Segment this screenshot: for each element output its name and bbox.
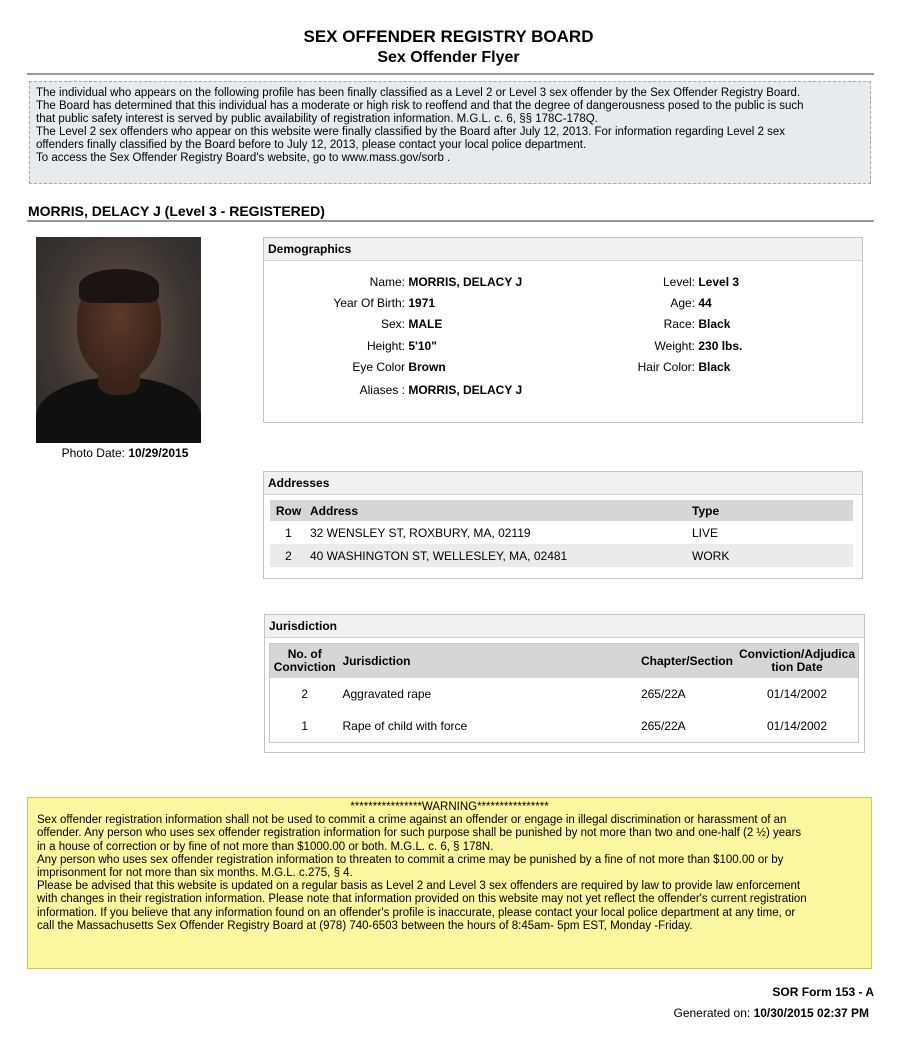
jurisdiction-header: Jurisdiction bbox=[265, 615, 864, 638]
demo-value: Black bbox=[698, 360, 731, 374]
photo-hair bbox=[79, 269, 159, 303]
demographics-header: Demographics bbox=[264, 238, 862, 261]
demo-value: Brown bbox=[408, 360, 446, 374]
table-row bbox=[270, 544, 853, 567]
demo-value: 1971 bbox=[408, 296, 436, 310]
demo-aliases bbox=[264, 383, 522, 397]
jurisdiction-table bbox=[269, 643, 859, 743]
address-row-num: 1 bbox=[285, 525, 292, 540]
demo-label: Hair Color: bbox=[637, 360, 695, 374]
address-row-num: 2 bbox=[285, 548, 292, 563]
col-chapter-section: Chapter/Section bbox=[638, 644, 736, 678]
warning-line: call the Massachusetts Sex Offender Registry Board at (978) 740-6503 between the hours of 8:45am- 5pm EST, Monday -Friday. bbox=[37, 919, 693, 932]
conviction-date: 01/14/2002 bbox=[766, 687, 828, 701]
generated-on bbox=[0, 1006, 869, 1020]
demo-value: MORRIS, DELACY J bbox=[408, 275, 523, 289]
demo-value: 230 lbs. bbox=[698, 339, 743, 353]
table-header-row bbox=[270, 500, 853, 521]
demographics-panel bbox=[263, 237, 863, 423]
conviction-chapter: 265/22A bbox=[640, 687, 686, 701]
page-subtitle: Sex Offender Flyer bbox=[377, 49, 520, 66]
jurisdiction-panel bbox=[264, 614, 865, 753]
warning-line: imprisonment for not more than six months. M.G.L. c.275, § 4. bbox=[37, 867, 353, 880]
demo-label: Height: bbox=[366, 339, 405, 353]
address-value: 32 WENSLEY ST, ROXBURY, MA, 02119 bbox=[310, 525, 531, 540]
demo-label: Level: bbox=[662, 275, 695, 289]
photo-date bbox=[36, 446, 214, 460]
col-conviction-date bbox=[736, 644, 859, 678]
address-type: WORK bbox=[692, 548, 730, 563]
table-row bbox=[270, 521, 853, 544]
warning-line: offender. Any person who uses sex offender registration information for such purpose shall be punished by not more than two and one-half (2 ½) years bbox=[37, 827, 802, 840]
demo-label: Weight: bbox=[654, 339, 695, 353]
demo-label: Name: bbox=[369, 275, 405, 289]
notice-line: The Level 2 sex offenders who appear on this website were finally classified by the Board after July 12, 2013. For information regarding Level 2 sex bbox=[36, 126, 785, 138]
demo-label: Race: bbox=[663, 317, 695, 331]
warning-box bbox=[27, 797, 872, 969]
demo-value: Black bbox=[698, 317, 731, 331]
warning-line: with changes in their registration information. Please note that information provided on this website may not yet reflect the offender's current registration bbox=[37, 893, 807, 906]
demo-weight bbox=[264, 339, 742, 353]
col-type: Type bbox=[689, 500, 853, 521]
page-title: SEX OFFENDER REGISTRY BOARD bbox=[303, 27, 594, 46]
col-row: Row bbox=[270, 500, 307, 521]
demo-age bbox=[264, 296, 712, 310]
conviction-date: 01/14/2002 bbox=[766, 719, 828, 734]
header-divider bbox=[27, 73, 874, 75]
addresses-panel bbox=[263, 471, 863, 579]
demo-value: MORRIS, DELACY J bbox=[408, 383, 523, 397]
demo-value: Level 3 bbox=[698, 275, 740, 289]
demo-value: MALE bbox=[408, 317, 443, 331]
form-id: SOR Form 153 - A bbox=[772, 985, 874, 999]
addresses-table bbox=[270, 500, 853, 567]
demo-label: Age: bbox=[670, 296, 695, 310]
demo-label: Eye Color bbox=[352, 360, 405, 374]
photo-date-value: 10/29/2015 bbox=[128, 446, 189, 460]
generated-label: Generated on: bbox=[673, 1006, 751, 1020]
notice-line: that public safety interest is served by public availability of registration information. M.G.L. c. 6, §§ 178C-178Q. bbox=[36, 113, 598, 125]
demo-value: 5'10" bbox=[408, 339, 437, 353]
col-conviction-date-line1: Conviction/Adjudica bbox=[738, 646, 855, 661]
table-row bbox=[270, 678, 859, 711]
col-conviction-count-line2: Conviction bbox=[273, 659, 336, 674]
classification-notice bbox=[29, 81, 871, 184]
notice-line: The individual who appears on the following profile has been finally classified as a Level 2 or Level 3 sex offender by the Sex Offender Registry Board. bbox=[36, 87, 801, 99]
demo-value: 44 bbox=[698, 296, 712, 310]
conviction-count: 1 bbox=[301, 719, 309, 734]
demo-label: Year Of Birth: bbox=[333, 296, 405, 310]
col-conviction-count-line1: No. of bbox=[287, 646, 322, 661]
conviction-jurisdiction: Rape of child with force bbox=[342, 719, 468, 734]
offender-heading: MORRIS, DELACY J (Level 3 - REGISTERED) bbox=[28, 203, 325, 219]
warning-title: ****************WARNING**************** bbox=[350, 801, 549, 813]
col-address: Address bbox=[307, 500, 689, 521]
demo-race bbox=[264, 317, 730, 331]
table-header-row bbox=[270, 644, 859, 678]
conviction-jurisdiction: Aggravated rape bbox=[342, 687, 432, 701]
notice-line: The Board has determined that this individual has a moderate or high risk to reoffend and that the degree of dangerousness posed to the public is such bbox=[36, 100, 804, 112]
demo-hair-color bbox=[264, 360, 730, 374]
warning-line: information. If you believe that any information found on an offender's profile is inaccurate, please contact your local police department at any time, or bbox=[37, 906, 796, 919]
warning-line: Please be advised that this website is updated on a regular basis as Level 2 and Level 3 sex offenders are required by law to provide law enforcement bbox=[37, 880, 801, 893]
generated-value: 10/30/2015 02:37 PM bbox=[753, 1006, 869, 1020]
demo-level bbox=[264, 275, 739, 289]
photo-date-label: Photo Date: bbox=[61, 446, 125, 460]
col-conviction-count bbox=[270, 644, 340, 678]
notice-line: offenders finally classified by the Board before to July 12, 2013, please contact your local police department. bbox=[36, 139, 587, 151]
warning-line: Any person who uses sex offender registration information to threaten to commit a crime may be punished by a fine of not more than $100.00 or by bbox=[37, 853, 784, 866]
col-conviction-date-line2: tion Date bbox=[771, 659, 823, 674]
address-value: 40 WASHINGTON ST, WELLESLEY, MA, 02481 bbox=[310, 548, 568, 563]
warning-line: Sex offender registration information shall not be used to commit a crime against an offender or engage in illegal discrimination or harassment of an bbox=[37, 814, 787, 827]
table-row bbox=[270, 711, 859, 743]
offender-divider bbox=[27, 220, 874, 222]
conviction-count: 2 bbox=[301, 687, 309, 701]
notice-line: To access the Sex Offender Registry Board's website, go to www.mass.gov/sorb . bbox=[36, 152, 451, 164]
conviction-chapter: 265/22A bbox=[640, 719, 686, 734]
demo-label: Sex: bbox=[380, 317, 405, 331]
addresses-header: Addresses bbox=[264, 472, 862, 495]
col-jurisdiction: Jurisdiction bbox=[339, 644, 637, 678]
address-type: LIVE bbox=[692, 525, 719, 540]
warning-line: in a house of correction or by fine of not more than $1000.00 or both. M.G.L. c. 6, § 178N. bbox=[37, 840, 494, 853]
offender-photo bbox=[36, 237, 201, 443]
demo-label: Aliases : bbox=[359, 383, 405, 397]
